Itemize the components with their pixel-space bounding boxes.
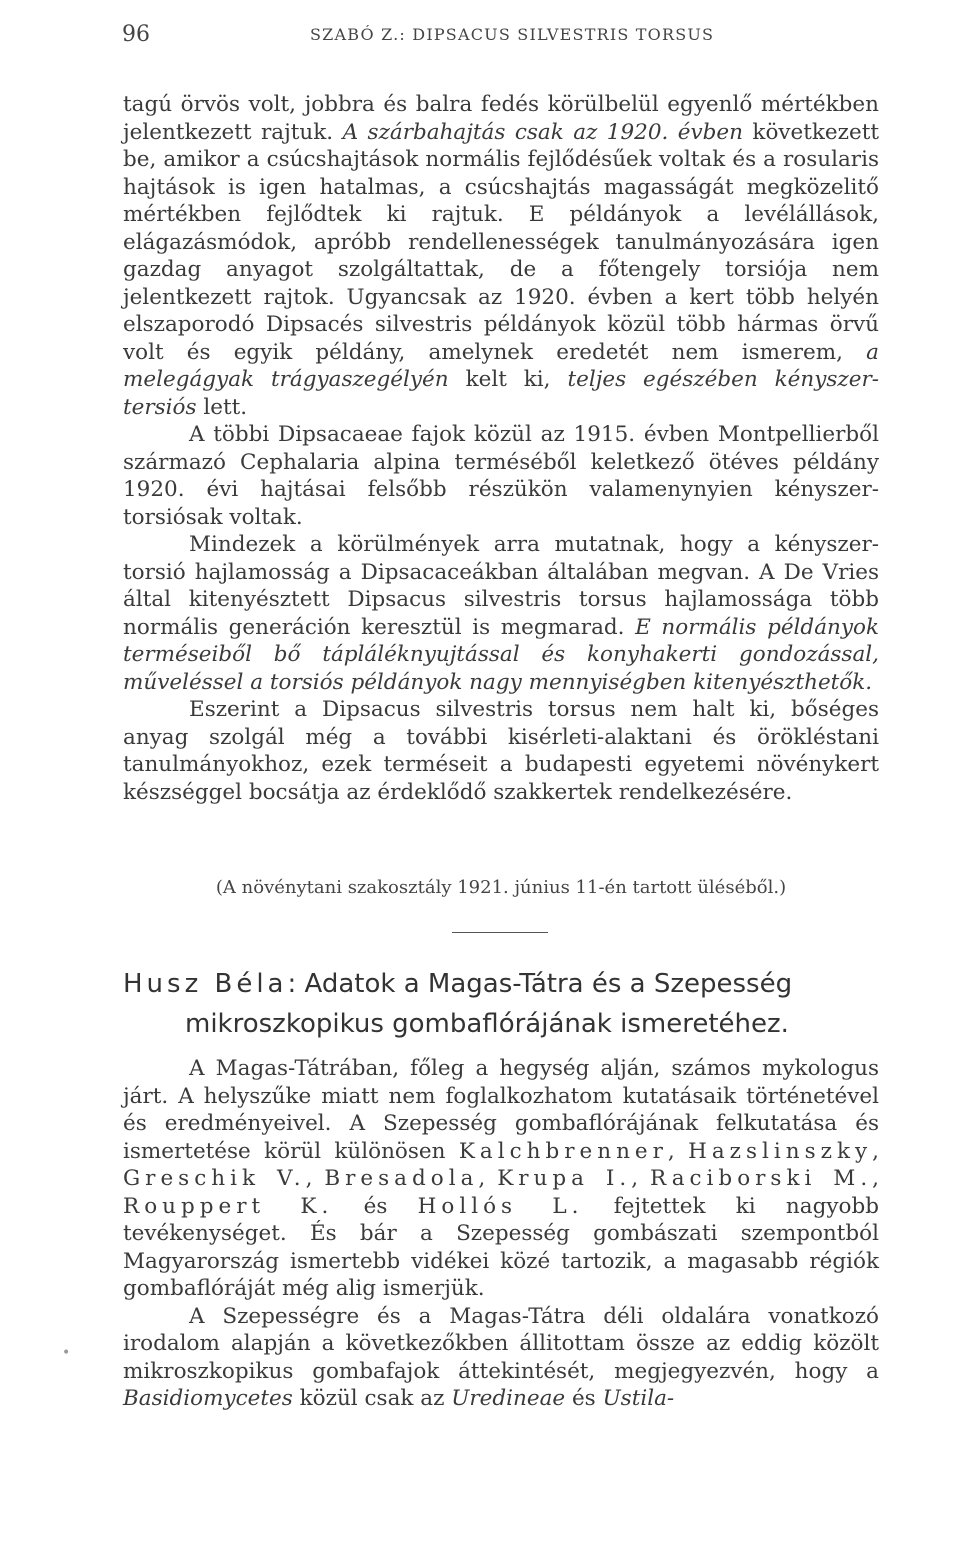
author-ref: Kalchbrenner (458, 1138, 668, 1164)
italic-run: A szárbahajtás csak az 1920. évben (342, 119, 743, 145)
text-run: , (872, 1138, 879, 1164)
margin-mark: • (62, 1345, 71, 1361)
article2-paragraph-2 (123, 1303, 879, 1413)
article2-heading (123, 964, 879, 1044)
text-run: kelt ki, (448, 367, 568, 392)
author-ref: Rouppert K. (123, 1193, 334, 1219)
running-head: SZABÓ Z.: DIPSACUS SILVESTRIS TORSUS (310, 25, 715, 44)
text-run: A Szepességre és a Magas-Tátra déli oldalára vonatkozó irodalom alapján a következőkben állitottam össze az eddig közölt mikroszkopikus gombafajok áttekintését, megjegyezvén, hogy a (123, 1303, 879, 1384)
text-run: lett. (196, 394, 248, 420)
article1-body (123, 91, 879, 806)
text-run: , (667, 1138, 689, 1164)
article1-paragraph-2: A többi Dipsacaeae fajok közül az 1915. évben Montpellierből származó Cephalaria alpina terméséből keletkező ötéves példány 1920. évi hajtásai felsőbb részükön valamenynyien kényszer-torsiósak voltak. (123, 422, 879, 530)
author-ref: Hollós L. (417, 1193, 584, 1219)
italic-run: a melegágyak trágyaszegélyén (123, 339, 879, 392)
text-run: tagú örvös volt, jobbra és balra fedés körülbelül egyenlő mértékben jelentkezett rajtuk. (123, 92, 879, 145)
text-run: A Magas-Tátrában, főleg a hegység alján, számos mykologus járt. A helyszűke miatt nem foglalkozhatom kutatásaik történetével és eredményeivel. A Szepesség gombaflórájának felkutatása és ismertetése körül különösen (123, 1056, 879, 1164)
author-ref: Greschik V. (123, 1166, 306, 1191)
article2-paragraph-1 (123, 1055, 879, 1303)
article1-paragraph-4: Eszerint a Dipsacus silvestris torsus nem halt ki, bőséges anyag szolgál még a további kisérleti-alaktani és örökléstani tanulmányokhoz, ezek terméseit a budapesti egyetemi növénykert készséggel bocsátja az érdeklődő szakkertek rendelkezésére. (123, 697, 879, 805)
title-text: Adatok a Magas-Tátra és a Szepesség (304, 969, 793, 999)
author-ref: Hazslinszky (688, 1138, 873, 1164)
italic-run: teljes egészében kényszer-tersiós (123, 367, 879, 420)
italic-run: Uredineae (451, 1386, 566, 1411)
author-ref: Bresadola (324, 1166, 479, 1191)
author-ref: Raciborski M. (650, 1166, 873, 1191)
article1-paragraph-1 (123, 91, 879, 421)
article2-title-line-1 (123, 964, 879, 1004)
page-header (122, 22, 878, 52)
text-run: , (478, 1166, 498, 1191)
page-number: 96 (122, 22, 150, 47)
author-ref: Krupa I. (497, 1166, 632, 1191)
text-run: és (333, 1193, 418, 1219)
text-run: következett be, amikor a csúcshajtások normális fejlődésűek voltak és a rosularis hajtások is igen hatalmas, a csúcshajtás magasságát megközelitő mértékben fejlődtek ki rajtuk. E példányok a levélállások, elágazásmódok, apróbb rendellenességek tanulmányozására igen gazdag anyagot szolgáltattak, de a főtengely torsiója nem jelentkezett rajtok. Ugyancsak az 1920. évben a kert több helyén elszaporodó Dipsacés silvestris példányok közül több hármas örvű volt és egyik példány, amelynek eredetét nem ismerem, (123, 119, 879, 365)
text-run: és (565, 1386, 603, 1411)
session-note: (A növénytani szakosztály 1921. június 11-én tartott üléséből.) (215, 877, 787, 898)
italic-run: Basidiomycetes (123, 1386, 293, 1411)
text-run: , (631, 1166, 651, 1191)
text-run: , (305, 1166, 325, 1191)
article2-body (123, 1055, 879, 1413)
section-divider (452, 932, 548, 933)
text-run: Mindezek a körülmények arra mutatnak, hogy a kényszer-torsió hajlamosság a Dipsacaceákban általában megvan. A De Vries által kitenyésztett Dipsacus silvestris torsus hajlamossága több normális generáción keresztül is megmarad. (123, 532, 879, 640)
italic-run: Ustila- (602, 1386, 675, 1411)
text-run: fejtettek ki nagyobb tevékenységet. És bár a Szepesség gombászati szempontból Magyarország ismertebb vidékei közé tartozik, a magasabb régiók gombaflóráját még alig ismerjük. (123, 1193, 879, 1301)
author-name: Husz Béla (123, 969, 288, 999)
text-run: közül csak az (292, 1386, 452, 1411)
author-separator: : (287, 969, 297, 999)
article2-title-line-2: mikroszkopikus gombaflórájának ismeretéhez. (185, 1009, 789, 1039)
italic-run: E normális példányok terméseiből bő tápláléknyujtással és konyhakerti gondozással, műveléssel a torsiós példányok nagy mennyiségben kitenyészthetők. (123, 614, 879, 695)
article1-paragraph-3 (123, 531, 879, 696)
text-run: , (872, 1166, 879, 1191)
